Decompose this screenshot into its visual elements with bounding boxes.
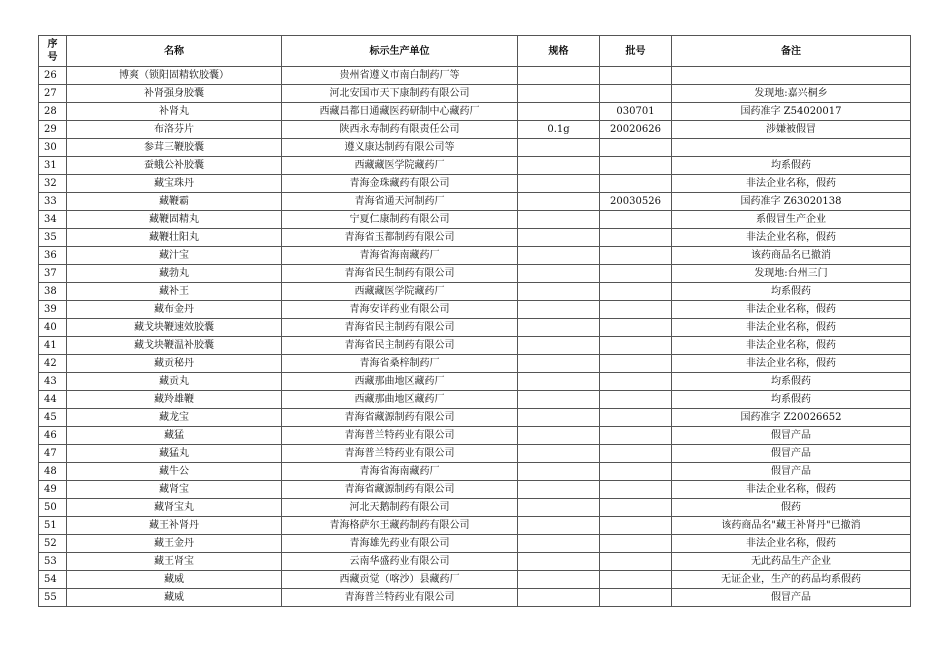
cell-unit: 青海省藏源制药有限公司 xyxy=(282,409,518,427)
table-row xyxy=(39,67,911,85)
cell-approval xyxy=(600,85,672,103)
cell-remark: 该药商品名已撤消 xyxy=(672,247,911,265)
cell-name: 藏宝珠丹 xyxy=(67,175,282,193)
cell-spec xyxy=(518,139,600,157)
cell-spec xyxy=(518,265,600,283)
cell-unit: 青海省玉都制药有限公司 xyxy=(282,229,518,247)
cell-index: 46 xyxy=(39,427,67,445)
cell-approval xyxy=(600,157,672,175)
cell-index: 45 xyxy=(39,409,67,427)
cell-unit: 青海格萨尔王藏药制药有限公司 xyxy=(282,517,518,535)
cell-remark xyxy=(672,67,911,85)
table-row xyxy=(39,175,911,193)
table-row xyxy=(39,481,911,499)
cell-remark: 国药准字 Z63020138 xyxy=(672,193,911,211)
table-row xyxy=(39,589,911,607)
table-row xyxy=(39,463,911,481)
cell-remark: 均系假药 xyxy=(672,283,911,301)
cell-approval xyxy=(600,301,672,319)
cell-spec xyxy=(518,319,600,337)
cell-approval xyxy=(600,535,672,553)
cell-spec xyxy=(518,283,600,301)
cell-index: 28 xyxy=(39,103,67,121)
cell-spec xyxy=(518,85,600,103)
table-row xyxy=(39,121,911,139)
cell-name: 藏肾宝 xyxy=(67,481,282,499)
header-name: 名称 xyxy=(67,36,282,67)
cell-remark: 均系假药 xyxy=(672,373,911,391)
cell-approval xyxy=(600,229,672,247)
cell-unit: 西藏那曲地区藏药厂 xyxy=(282,373,518,391)
cell-index: 40 xyxy=(39,319,67,337)
cell-unit: 青海安详药业有限公司 xyxy=(282,301,518,319)
cell-remark: 假冒产品 xyxy=(672,427,911,445)
cell-spec xyxy=(518,517,600,535)
cell-name: 藏汁宝 xyxy=(67,247,282,265)
cell-spec xyxy=(518,373,600,391)
cell-unit: 西藏昌都日通藏医药研制中心藏药厂 xyxy=(282,103,518,121)
cell-unit: 青海省藏源制药有限公司 xyxy=(282,481,518,499)
cell-remark: 假冒产品 xyxy=(672,445,911,463)
cell-remark: 涉嫌被假冒 xyxy=(672,121,911,139)
table-row xyxy=(39,391,911,409)
cell-remark: 发现地:嘉兴桐乡 xyxy=(672,85,911,103)
cell-remark: 发现地:台州三门 xyxy=(672,265,911,283)
cell-approval xyxy=(600,319,672,337)
table-row xyxy=(39,337,911,355)
cell-name: 藏猛丸 xyxy=(67,445,282,463)
cell-remark: 非法企业名称，假药 xyxy=(672,481,911,499)
cell-index: 49 xyxy=(39,481,67,499)
cell-spec xyxy=(518,211,600,229)
cell-unit: 青海省通天河制药厂 xyxy=(282,193,518,211)
header-remark: 备注 xyxy=(672,36,911,67)
cell-approval: 20020626 xyxy=(600,121,672,139)
cell-name: 蚕蛾公补胶囊 xyxy=(67,157,282,175)
cell-approval xyxy=(600,373,672,391)
table-row xyxy=(39,139,911,157)
table-row xyxy=(39,553,911,571)
cell-spec xyxy=(518,481,600,499)
cell-spec xyxy=(518,355,600,373)
cell-index: 53 xyxy=(39,553,67,571)
cell-unit: 青海普兰特药业有限公司 xyxy=(282,427,518,445)
table-row xyxy=(39,319,911,337)
cell-index: 26 xyxy=(39,67,67,85)
cell-index: 48 xyxy=(39,463,67,481)
cell-approval xyxy=(600,481,672,499)
cell-name: 藏王补肾丹 xyxy=(67,517,282,535)
cell-spec xyxy=(518,247,600,265)
cell-remark xyxy=(672,139,911,157)
cell-name: 藏肾宝丸 xyxy=(67,499,282,517)
cell-remark: 非法企业名称，假药 xyxy=(672,337,911,355)
cell-spec xyxy=(518,229,600,247)
table-row xyxy=(39,211,911,229)
cell-approval xyxy=(600,67,672,85)
cell-unit: 青海省民主制药有限公司 xyxy=(282,337,518,355)
cell-name: 藏鞭固精丸 xyxy=(67,211,282,229)
cell-approval xyxy=(600,517,672,535)
table-row xyxy=(39,265,911,283)
cell-spec xyxy=(518,427,600,445)
cell-name: 藏羚雄鞭 xyxy=(67,391,282,409)
cell-index: 31 xyxy=(39,157,67,175)
cell-name: 藏猛 xyxy=(67,427,282,445)
cell-index: 54 xyxy=(39,571,67,589)
cell-unit: 西藏藏医学院藏药厂 xyxy=(282,283,518,301)
cell-index: 33 xyxy=(39,193,67,211)
cell-name: 藏王金丹 xyxy=(67,535,282,553)
table-row xyxy=(39,229,911,247)
cell-remark: 国药准字 Z54020017 xyxy=(672,103,911,121)
header-row xyxy=(39,36,911,67)
cell-approval xyxy=(600,499,672,517)
header-spec: 规格 xyxy=(518,36,600,67)
table-row xyxy=(39,445,911,463)
cell-spec xyxy=(518,301,600,319)
cell-unit: 青海普兰特药业有限公司 xyxy=(282,589,518,607)
header-approval: 批号 xyxy=(600,36,672,67)
cell-approval xyxy=(600,427,672,445)
cell-spec xyxy=(518,193,600,211)
cell-unit: 西藏藏医学院藏药厂 xyxy=(282,157,518,175)
cell-approval xyxy=(600,139,672,157)
cell-spec xyxy=(518,391,600,409)
cell-name: 藏威 xyxy=(67,571,282,589)
cell-index: 52 xyxy=(39,535,67,553)
cell-spec xyxy=(518,463,600,481)
cell-index: 32 xyxy=(39,175,67,193)
cell-name: 布洛芬片 xyxy=(67,121,282,139)
cell-spec xyxy=(518,445,600,463)
cell-remark: 假冒产品 xyxy=(672,589,911,607)
cell-unit: 青海省桑梓制药厂 xyxy=(282,355,518,373)
cell-approval xyxy=(600,409,672,427)
table-row xyxy=(39,571,911,589)
cell-remark: 假冒产品 xyxy=(672,463,911,481)
cell-spec: 0.1g xyxy=(518,121,600,139)
cell-spec xyxy=(518,175,600,193)
cell-remark: 国药准字 Z20026652 xyxy=(672,409,911,427)
table-row xyxy=(39,427,911,445)
table-row xyxy=(39,409,911,427)
cell-index: 42 xyxy=(39,355,67,373)
cell-unit: 青海省民生制药有限公司 xyxy=(282,265,518,283)
cell-name: 藏鞭壮阳丸 xyxy=(67,229,282,247)
cell-unit: 青海省海南藏药厂 xyxy=(282,463,518,481)
cell-spec xyxy=(518,589,600,607)
cell-index: 50 xyxy=(39,499,67,517)
cell-name: 藏王肾宝 xyxy=(67,553,282,571)
table-row xyxy=(39,247,911,265)
cell-spec xyxy=(518,157,600,175)
drug-list-sheet xyxy=(38,35,910,607)
cell-remark: 非法企业名称，假药 xyxy=(672,175,911,193)
cell-unit: 河北安国市天下康制药有限公司 xyxy=(282,85,518,103)
cell-unit: 青海普兰特药业有限公司 xyxy=(282,445,518,463)
cell-unit: 云南华盛药业有限公司 xyxy=(282,553,518,571)
cell-approval xyxy=(600,337,672,355)
cell-index: 39 xyxy=(39,301,67,319)
cell-unit: 青海省海南藏药厂 xyxy=(282,247,518,265)
cell-unit: 贵州省遵义市南白制药厂等 xyxy=(282,67,518,85)
cell-name: 藏鞭霸 xyxy=(67,193,282,211)
cell-index: 27 xyxy=(39,85,67,103)
table-row xyxy=(39,283,911,301)
cell-remark: 无此药品生产企业 xyxy=(672,553,911,571)
cell-approval xyxy=(600,283,672,301)
cell-remark: 非法企业名称，假药 xyxy=(672,535,911,553)
cell-approval: 030701 xyxy=(600,103,672,121)
cell-unit: 河北天鹅制药有限公司 xyxy=(282,499,518,517)
cell-remark: 无证企业，生产的药品均系假药 xyxy=(672,571,911,589)
cell-remark: 假药 xyxy=(672,499,911,517)
cell-index: 35 xyxy=(39,229,67,247)
cell-approval xyxy=(600,589,672,607)
cell-approval xyxy=(600,553,672,571)
cell-unit: 陕西永寿制药有限责任公司 xyxy=(282,121,518,139)
drug-table xyxy=(38,35,911,607)
cell-remark: 系假冒生产企业 xyxy=(672,211,911,229)
cell-index: 36 xyxy=(39,247,67,265)
cell-approval xyxy=(600,463,672,481)
cell-spec xyxy=(518,553,600,571)
cell-remark: 非法企业名称，假药 xyxy=(672,229,911,247)
cell-name: 藏威 xyxy=(67,589,282,607)
cell-name: 藏勃丸 xyxy=(67,265,282,283)
cell-index: 51 xyxy=(39,517,67,535)
cell-name: 参茸三鞭胶囊 xyxy=(67,139,282,157)
table-row xyxy=(39,157,911,175)
cell-index: 34 xyxy=(39,211,67,229)
cell-unit: 遵义康达制药有限公司等 xyxy=(282,139,518,157)
cell-name: 藏贡丸 xyxy=(67,373,282,391)
cell-unit: 西藏贡觉（喀沙）县藏药厂 xyxy=(282,571,518,589)
cell-approval xyxy=(600,571,672,589)
table-row xyxy=(39,517,911,535)
table-body xyxy=(39,67,911,607)
cell-unit: 西藏那曲地区藏药厂 xyxy=(282,391,518,409)
cell-remark: 均系假药 xyxy=(672,157,911,175)
cell-name: 藏补王 xyxy=(67,283,282,301)
table-row xyxy=(39,499,911,517)
cell-unit: 青海雄先药业有限公司 xyxy=(282,535,518,553)
cell-approval xyxy=(600,391,672,409)
header-index-bottom: 号 xyxy=(47,52,58,63)
header-index xyxy=(39,36,67,67)
cell-index: 55 xyxy=(39,589,67,607)
table-row xyxy=(39,301,911,319)
table-row xyxy=(39,103,911,121)
cell-remark: 非法企业名称，假药 xyxy=(672,301,911,319)
cell-approval xyxy=(600,355,672,373)
cell-index: 43 xyxy=(39,373,67,391)
cell-spec xyxy=(518,571,600,589)
cell-approval xyxy=(600,175,672,193)
cell-name: 藏布金丹 xyxy=(67,301,282,319)
cell-approval: 20030526 xyxy=(600,193,672,211)
cell-approval xyxy=(600,445,672,463)
cell-name: 博爽（锁阳固精软胶囊） xyxy=(67,67,282,85)
cell-name: 藏戈块鞭速效胶囊 xyxy=(67,319,282,337)
cell-remark: 非法企业名称，假药 xyxy=(672,319,911,337)
table-row xyxy=(39,355,911,373)
table-row xyxy=(39,193,911,211)
cell-unit: 青海省民主制药有限公司 xyxy=(282,319,518,337)
cell-approval xyxy=(600,211,672,229)
header-index-top: 序 xyxy=(47,39,58,50)
cell-name: 藏戈块鞭温补胶囊 xyxy=(67,337,282,355)
cell-index: 44 xyxy=(39,391,67,409)
cell-unit: 青海金珠藏药有限公司 xyxy=(282,175,518,193)
cell-spec xyxy=(518,409,600,427)
cell-name: 补肾强身胶囊 xyxy=(67,85,282,103)
cell-spec xyxy=(518,499,600,517)
cell-index: 47 xyxy=(39,445,67,463)
cell-approval xyxy=(600,265,672,283)
cell-name: 藏牛公 xyxy=(67,463,282,481)
header-unit: 标示生产单位 xyxy=(282,36,518,67)
cell-name: 藏龙宝 xyxy=(67,409,282,427)
cell-index: 30 xyxy=(39,139,67,157)
cell-index: 38 xyxy=(39,283,67,301)
cell-remark: 非法企业名称，假药 xyxy=(672,355,911,373)
cell-spec xyxy=(518,67,600,85)
table-row xyxy=(39,535,911,553)
cell-approval xyxy=(600,247,672,265)
cell-index: 29 xyxy=(39,121,67,139)
cell-spec xyxy=(518,337,600,355)
cell-spec xyxy=(518,535,600,553)
cell-remark: 均系假药 xyxy=(672,391,911,409)
cell-index: 37 xyxy=(39,265,67,283)
table-row xyxy=(39,373,911,391)
cell-name: 藏贡秘丹 xyxy=(67,355,282,373)
table-row xyxy=(39,85,911,103)
cell-spec xyxy=(518,103,600,121)
cell-name: 补肾丸 xyxy=(67,103,282,121)
cell-remark: 该药商品名"藏王补肾丹"已撤消 xyxy=(672,517,911,535)
cell-unit: 宁夏仁康制药有限公司 xyxy=(282,211,518,229)
cell-index: 41 xyxy=(39,337,67,355)
